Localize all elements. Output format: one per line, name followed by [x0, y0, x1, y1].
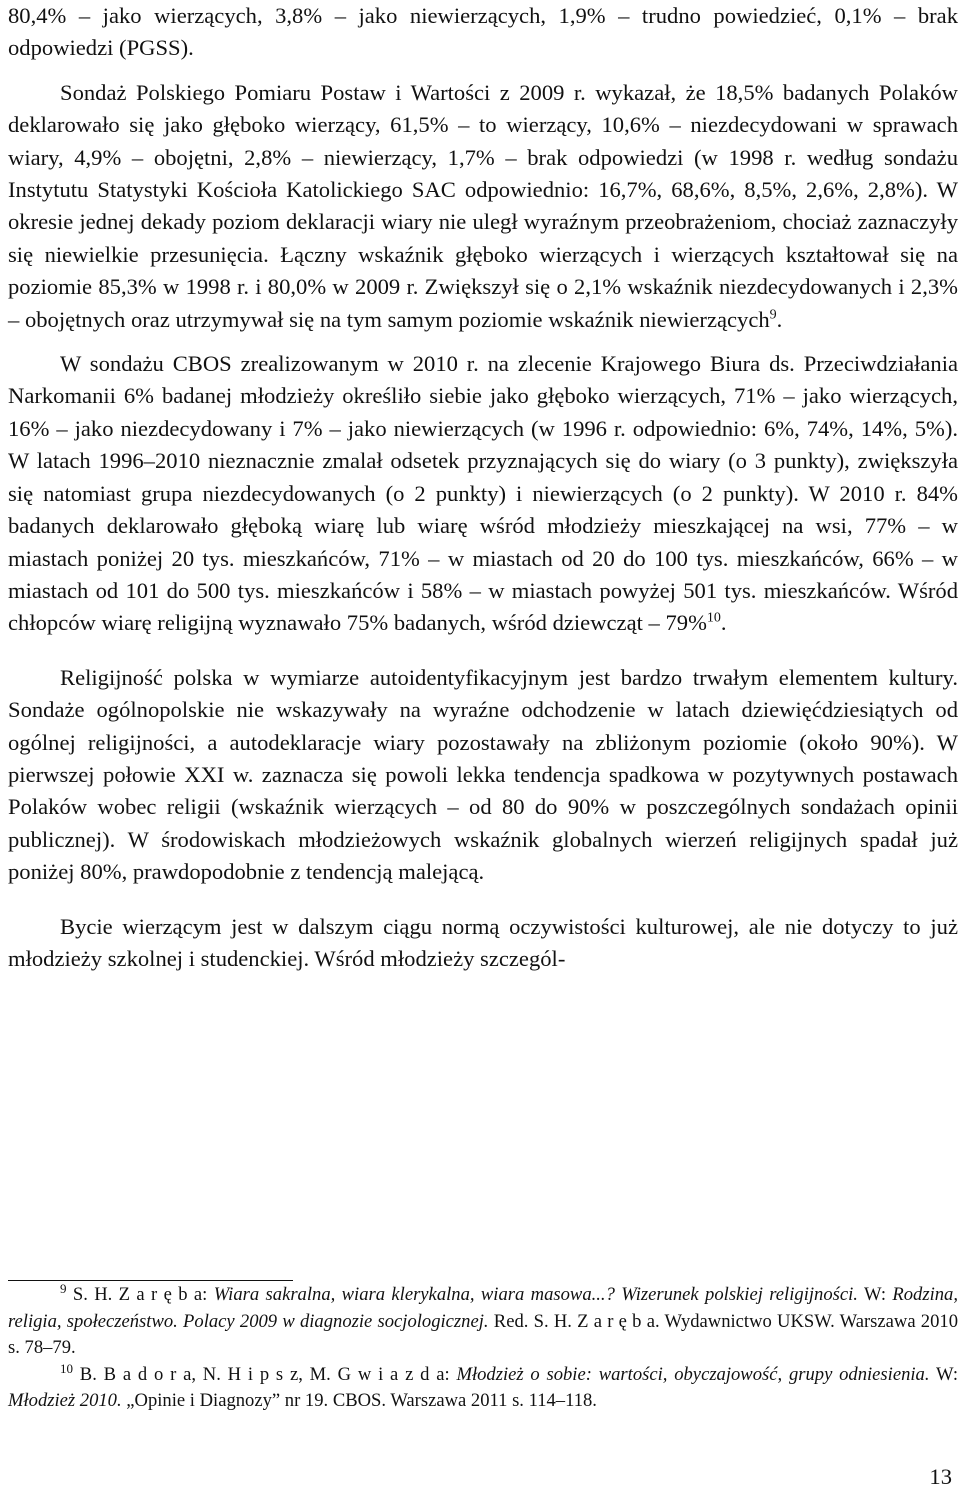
paragraph-2: Sondaż Polskiego Pomiaru Postaw i Wartości z 2009 r. wykazał, że 18,5% badanych Polaków deklarowało się jako głęboko wierzący, 61,5% – to wierzący, 10,6% – niezdecydowani w sprawach wiary, 4,9% – obojętni, 2,8% – niewierzący, 1,7% – brak odpowiedzi (w 1998 r. według sondażu Instytutu Statystyki Kościoła Katolickiego SAC odpowiednio: 16,7%, 68,6%, 8,5%, 2,6%, 2,8%). W okresie jednej dekady poziom deklaracji wiary nie uległ wyraźnym przeobrażeniom, chociaż zaznaczyły się niewielkie przesunięcia. Łączny wskaźnik głęboko wierzących i wierzących kształtował się na poziomie 85,3% w 1998 r. i 80,0% w 2009 r. Zwiększył się o 2,1% wskaźnik niezdecydowanych i 2,3% – obojętnych oraz utrzymywał się na tym samym poziomie wskaźnik niewierzących$^9$.: [8, 79, 958, 332]
paragraph-5: Bycie wierzącym jest w dalszym ciągu normą oczywistości kulturowej, ale nie dotyczy to już młodzieży szkolnej i studenckiej. Wśród młodzieży szczegól-: [8, 913, 958, 971]
paragraph-1: 80,4% – jako wierzących, 3,8% – jako niewierzących, 1,9% – trudno powiedzieć, 0,1% – brak odpowiedzi (PGSS).: [8, 3, 958, 61]
footnote-rest: Red. S. H. Z a r ę b a. Wydawnictwo UKSW. Warszawa 2010 s. 78–79.: [8, 1310, 958, 1358]
page-number: 13: [929, 1464, 952, 1489]
body-text: [8, 0, 958, 975]
footnote-source: Młodzież 2010.: [8, 1390, 122, 1411]
footnote-source: Rodzina, religia, społeczeństwo. Polacy 2009 w diagnozie socjologicznej.: [8, 1284, 958, 1332]
footnote-number: 10: [60, 1360, 73, 1376]
footnote-in-label: W:: [863, 1284, 886, 1305]
footnote-9: [8, 1282, 958, 1362]
footnotes: [8, 1282, 958, 1415]
page: [8, 0, 958, 975]
footnote-number: 9: [60, 1280, 67, 1296]
footnote-title: Wiara sakralna, wiara klerykalna, wiara masowa...? Wizerunek polskiej religijności.: [213, 1284, 858, 1305]
paragraph-2-text: Sondaż Polskiego Pomiaru Postaw i Wartości z 2009 r. wykazał, że 18,5% badanych Polaków deklarowało się jako głęboko wierzący, 61,5% – to wierzący, 10,6% – niezdecydowani w sprawach wiary, 4,9% – obojętni, 2,8% – niewierzący, 1,7% – brak odpowiedzi (w 1998 r. według sondażu Instytutu Statystyki Kościoła Katolickiego SAC odpowiednio: 16,7%, 68,6%, 8,5%, 2,6%, 2,8%). W okresie jednej dekady poziom deklaracji wiary nie uległ wyraźnym przeobrażeniom, chociaż zaznaczyły się niewielkie przesunięcia. Łączny wskaźnik głęboko wierzących i wierzących kształtował się na poziomie 85,3% w 1998 r. i 80,0% w 2009 r. Zwiększył się o 2,1% wskaźnik niezdecydowanych i 2,3% – obojętnych oraz utrzymywał się na tym samym poziomie wskaźnik niewierzących: [8, 79, 958, 332]
footnote-rest: „Opinie i Diagnozy” nr 19. CBOS. Warszawa 2011 s. 114–118.: [126, 1390, 597, 1411]
footnote-author: B. B a d o r a, N. H i p s z, M. G w i a z d a:: [79, 1363, 450, 1385]
footnote-ref-9[interactable]: 9: [769, 307, 777, 323]
paragraph-3: W sondażu CBOS zrealizowanym w 2010 r. na zlecenie Krajowego Biura ds. Przeciwdziałania Narkomanii 6% badanej młodzieży określiło siebie jako głęboko wierzących, 71% – jako wierzących, 16% – jako niezdecydowany i 7% – jako niewierzących (w 1996 r. odpowiednio: 6%, 74%, 14%, 5%). W latach 1996–2010 nieznacznie zmalał odsetek przyznających się do wiary (o 3 punkty), zwiększyła się natomiast grupa niezdecydowanych (o 2 punkty) i niewierzących (o 2 punkty). W 2010 r. 84% badanych deklarowało głęboką wiarę lub wiarę wśród młodzieży mieszkającej na wsi, 77% – w miastach poniżej 20 tys. mieszkańców, 71% – w miastach od 20 do 100 tys. mieszkańców, 66% – w miastach od 101 do 500 tys. mieszkańców i 58% – w miastach powyżej 501 tys. mieszkańców. Wśród chłopców wiarę religijną wyznawało 75% badanych, wśród dziewcząt – 79%$^{10}$.: [8, 351, 958, 636]
paragraph-3-text: W sondażu CBOS zrealizowanym w 2010 r. na zlecenie Krajowego Biura ds. Przeciwdziałania Narkomanii 6% badanej młodzieży określiło siebie jako głęboko wierzących, 71% – jako wierzących, 16% – jako niezdecydowany i 7% – jako niewierzących (w 1996 r. odpowiednio: 6%, 74%, 14%, 5%). W latach 1996–2010 nieznacznie zmalał odsetek przyznających się do wiary (o 3 punkty), zwiększyła się natomiast grupa niezdecydowanych (o 2 punkty) i niewierzących (o 2 punkty). W 2010 r. 84% badanych deklarowało głęboką wiarę lub wiarę wśród młodzieży mieszkającej na wsi, 77% – w miastach poniżej 20 tys. mieszkańców, 71% – w miastach od 20 do 100 tys. mieszkańców, 66% – w miastach od 101 do 500 tys. mieszkańców i 58% – w miastach powyżej 501 tys. mieszkańców. Wśród chłopców wiarę religijną wyznawało 75% badanych, wśród dziewcząt – 79%: [8, 351, 958, 636]
paragraph-4: Religijność polska w wymiarze autoidentyfikacyjnym jest bardzo trwałym elementem kultury. Sondaże ogólnopolskie nie wskazywały na wyraźne odchodzenie w latach dziewięćdziesiątych od ogólnej religijności, a autodeklaracje wiary pozostawały na zbliżonym poziomie (około 90%). W pierwszej połowie XXI w. zaznacza się powoli lekka tendencja spadkowa w pozytywnych postawach Polaków wobec religii (wskaźnik wierzących – od 80 do 90% w poszczególnych sondażach opinii publicznej). W środowiskach młodzieżowych wskaźnik globalnych wierzeń religijnych spadał już poniżej 80%, prawdopodobnie z tendencją malejącą.: [8, 664, 958, 885]
footnote-in-label: W:: [935, 1363, 958, 1385]
footnote-title: Młodzież o sobie: wartości, obyczajowość, grupy odniesienia.: [456, 1363, 930, 1385]
footnote-10: [8, 1362, 958, 1415]
footnote-ref-10[interactable]: 10: [706, 610, 721, 626]
footnote-divider: [8, 1280, 293, 1281]
footnote-author: S. H. Z a r ę b a:: [72, 1284, 208, 1305]
